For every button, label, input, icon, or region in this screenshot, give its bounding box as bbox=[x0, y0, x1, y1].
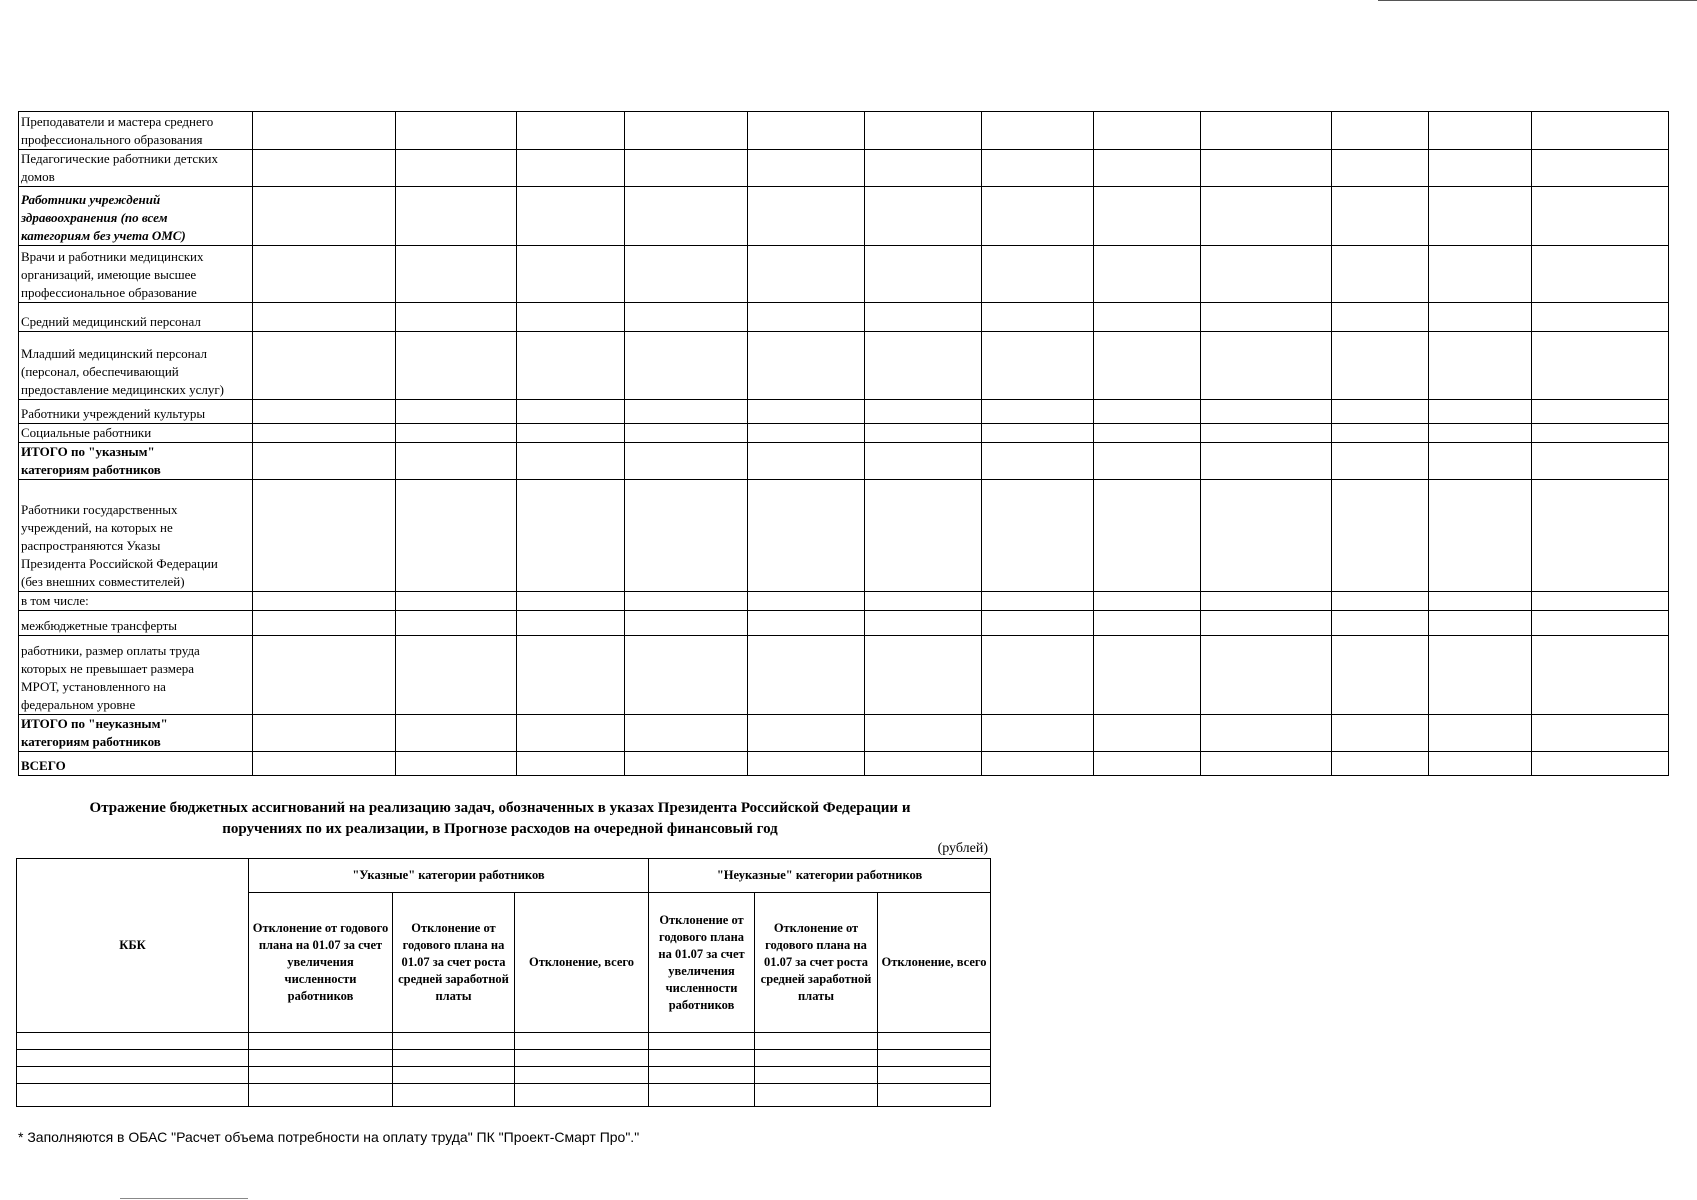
table-cell bbox=[1332, 303, 1429, 332]
table-cell bbox=[253, 636, 395, 715]
table-cell bbox=[625, 187, 748, 246]
table-cell bbox=[1532, 480, 1669, 592]
table-cell bbox=[1201, 400, 1332, 424]
table-cell bbox=[1429, 400, 1532, 424]
table-cell bbox=[1532, 400, 1669, 424]
table-cell bbox=[517, 246, 625, 303]
row-label: ИТОГО по "неуказным" категориям работников bbox=[19, 715, 253, 752]
table-cell bbox=[249, 1084, 393, 1107]
table-cell bbox=[1532, 303, 1669, 332]
table-cell bbox=[625, 611, 748, 636]
table-cell bbox=[1201, 303, 1332, 332]
table-cell bbox=[748, 187, 864, 246]
table-cell bbox=[1201, 112, 1332, 150]
table-cell bbox=[981, 303, 1093, 332]
table-cell bbox=[517, 611, 625, 636]
table-cell bbox=[864, 424, 981, 443]
table-cell bbox=[1094, 611, 1201, 636]
table-cell bbox=[981, 400, 1093, 424]
table-cell bbox=[755, 1050, 878, 1067]
table-row bbox=[19, 611, 1669, 636]
table-cell bbox=[981, 424, 1093, 443]
table-cell bbox=[1429, 332, 1532, 400]
scan-edge-line bbox=[120, 1198, 248, 1199]
table-cell bbox=[649, 1067, 755, 1084]
table-cell bbox=[1094, 332, 1201, 400]
table-cell bbox=[253, 150, 395, 187]
table-cell bbox=[625, 715, 748, 752]
table-cell bbox=[1201, 752, 1332, 776]
table-cell bbox=[1332, 636, 1429, 715]
table-cell bbox=[878, 1033, 991, 1050]
table-cell bbox=[1201, 332, 1332, 400]
table-cell bbox=[253, 112, 395, 150]
table-cell bbox=[981, 112, 1093, 150]
section-heading-line-2: поручениях по их реализации, в Прогнозе расходов на очередной финансовый год bbox=[222, 821, 778, 837]
table-row bbox=[17, 1067, 991, 1084]
table-cell bbox=[1094, 400, 1201, 424]
table-cell bbox=[748, 592, 864, 611]
table-cell bbox=[393, 1084, 515, 1107]
table-cell bbox=[981, 150, 1093, 187]
row-label: Средний медицинский персонал bbox=[19, 303, 253, 332]
table-cell bbox=[517, 480, 625, 592]
table-cell bbox=[1532, 150, 1669, 187]
table-cell bbox=[1429, 611, 1532, 636]
table-cell bbox=[517, 636, 625, 715]
table-cell bbox=[625, 424, 748, 443]
table-cell bbox=[1332, 480, 1429, 592]
table-cell bbox=[1532, 424, 1669, 443]
table-cell bbox=[1532, 715, 1669, 752]
table-cell bbox=[1094, 424, 1201, 443]
table-cell bbox=[1429, 752, 1532, 776]
row-label: Врачи и работники медицинских организаций, имеющие высшее профессиональное образование bbox=[19, 246, 253, 303]
table-cell bbox=[864, 246, 981, 303]
table-cell bbox=[393, 1033, 515, 1050]
table-cell bbox=[1094, 592, 1201, 611]
table-cell bbox=[981, 636, 1093, 715]
kbk-header: КБК bbox=[17, 859, 249, 1033]
table-cell bbox=[748, 303, 864, 332]
table-cell bbox=[755, 1067, 878, 1084]
table-cell bbox=[1429, 112, 1532, 150]
table-cell bbox=[864, 715, 981, 752]
table-cell bbox=[649, 1084, 755, 1107]
table-cell bbox=[253, 332, 395, 400]
table-cell bbox=[395, 246, 516, 303]
table-cell bbox=[253, 752, 395, 776]
table-cell bbox=[249, 1067, 393, 1084]
table-cell bbox=[395, 400, 516, 424]
table-cell bbox=[1332, 611, 1429, 636]
table-cell bbox=[1094, 480, 1201, 592]
table-cell bbox=[395, 303, 516, 332]
table-cell bbox=[748, 150, 864, 187]
row-label: работники, размер оплаты труда которых не превышает размера МРОТ, установленного на федеральном уровне bbox=[19, 636, 253, 715]
table-cell bbox=[981, 187, 1093, 246]
table-cell bbox=[864, 443, 981, 480]
table-cell bbox=[1332, 424, 1429, 443]
table-cell bbox=[625, 443, 748, 480]
table-row bbox=[19, 636, 1669, 715]
table-cell bbox=[1429, 636, 1532, 715]
table-cell bbox=[981, 480, 1093, 592]
table-row bbox=[19, 400, 1669, 424]
row-label: Социальные работники bbox=[19, 424, 253, 443]
table-cell bbox=[17, 1067, 249, 1084]
section-heading-line-1: Отражение бюджетных ассигнований на реализацию задач, обозначенных в указах Президента Российской Федерации и bbox=[89, 800, 911, 816]
table-row bbox=[19, 715, 1669, 752]
table-cell bbox=[748, 611, 864, 636]
table-cell bbox=[249, 1050, 393, 1067]
table-cell bbox=[253, 611, 395, 636]
table-cell bbox=[1429, 480, 1532, 592]
table-cell bbox=[517, 400, 625, 424]
table-cell bbox=[755, 1084, 878, 1107]
table-cell bbox=[1429, 246, 1532, 303]
table-cell bbox=[253, 187, 395, 246]
table-cell bbox=[1094, 187, 1201, 246]
categories-table bbox=[18, 111, 1669, 776]
table-cell bbox=[1429, 424, 1532, 443]
table-cell bbox=[515, 1050, 649, 1067]
table-cell bbox=[1201, 480, 1332, 592]
table-cell bbox=[253, 715, 395, 752]
column-header: Отклонение от годового плана на 01.07 за счет роста средней заработной платы bbox=[755, 893, 878, 1033]
table-row bbox=[19, 332, 1669, 400]
row-label: Преподаватели и мастера среднего профессионального образования bbox=[19, 112, 253, 150]
column-header: Отклонение от годового плана на 01.07 за счет увеличения численности работников bbox=[249, 893, 393, 1033]
table-row bbox=[17, 1050, 991, 1067]
table-cell bbox=[1332, 400, 1429, 424]
table-cell bbox=[748, 443, 864, 480]
table-cell bbox=[1332, 752, 1429, 776]
row-label: Работники учреждений культуры bbox=[19, 400, 253, 424]
table-cell bbox=[1332, 715, 1429, 752]
table-cell bbox=[1094, 443, 1201, 480]
table-cell bbox=[864, 112, 981, 150]
table-row bbox=[19, 424, 1669, 443]
table-cell bbox=[1532, 332, 1669, 400]
table-cell bbox=[395, 592, 516, 611]
table-cell bbox=[253, 592, 395, 611]
table-row bbox=[19, 303, 1669, 332]
table-cell bbox=[253, 424, 395, 443]
table-cell bbox=[253, 443, 395, 480]
table-cell bbox=[1201, 715, 1332, 752]
table-cell bbox=[1332, 443, 1429, 480]
table-cell bbox=[1532, 112, 1669, 150]
column-header: Отклонение, всего bbox=[878, 893, 991, 1033]
table-cell bbox=[1201, 246, 1332, 303]
table-cell bbox=[1094, 303, 1201, 332]
table-cell bbox=[1094, 150, 1201, 187]
table-cell bbox=[253, 246, 395, 303]
scan-edge-line bbox=[1378, 0, 1697, 1]
group-header-ukaznye: "Указные" категории работников bbox=[249, 859, 649, 893]
table-cell bbox=[1332, 332, 1429, 400]
table-cell bbox=[1532, 592, 1669, 611]
table-cell bbox=[515, 1084, 649, 1107]
table-cell bbox=[253, 400, 395, 424]
table-cell bbox=[1532, 246, 1669, 303]
table-cell bbox=[1532, 636, 1669, 715]
table-cell bbox=[1201, 443, 1332, 480]
table-cell bbox=[395, 443, 516, 480]
table-cell bbox=[1332, 112, 1429, 150]
table-cell bbox=[649, 1033, 755, 1050]
table-cell bbox=[517, 112, 625, 150]
table-row bbox=[19, 150, 1669, 187]
row-label: Младший медицинский персонал (персонал, обеспечивающий предоставление медицинских услуг) bbox=[19, 332, 253, 400]
table-row bbox=[19, 752, 1669, 776]
table-cell bbox=[748, 480, 864, 592]
table-cell bbox=[1532, 443, 1669, 480]
table-row bbox=[19, 443, 1669, 480]
column-header: Отклонение от годового плана на 01.07 за счет роста средней заработной платы bbox=[393, 893, 515, 1033]
table-cell bbox=[1201, 611, 1332, 636]
footnote: * Заполняются в ОБАС "Расчет объема потребности на оплату труда" ПК "Проект-Смарт Про"." bbox=[18, 1129, 640, 1145]
table-cell bbox=[748, 400, 864, 424]
table-cell bbox=[981, 752, 1093, 776]
table-cell bbox=[755, 1033, 878, 1050]
table-cell bbox=[517, 715, 625, 752]
table-cell bbox=[748, 246, 864, 303]
table-cell bbox=[517, 424, 625, 443]
row-label: Работники государственных учреждений, на которых не распространяются Указы Президента Российской Федерации (без внешних совместителей) bbox=[19, 480, 253, 592]
table-cell bbox=[1429, 187, 1532, 246]
table-cell bbox=[625, 332, 748, 400]
table-cell bbox=[395, 480, 516, 592]
table-cell bbox=[1201, 150, 1332, 187]
table-cell bbox=[17, 1033, 249, 1050]
table-cell bbox=[253, 303, 395, 332]
table-cell bbox=[864, 611, 981, 636]
table-cell bbox=[1201, 592, 1332, 611]
table-cell bbox=[748, 715, 864, 752]
table-cell bbox=[625, 303, 748, 332]
table-cell bbox=[981, 246, 1093, 303]
table-cell bbox=[878, 1050, 991, 1067]
table-cell bbox=[395, 752, 516, 776]
row-label: ВСЕГО bbox=[19, 752, 253, 776]
table-cell bbox=[748, 424, 864, 443]
column-header: Отклонение от годового плана на 01.07 за счет увеличения численности работников bbox=[649, 893, 755, 1033]
table-cell bbox=[625, 636, 748, 715]
table-cell bbox=[393, 1050, 515, 1067]
table-cell bbox=[395, 150, 516, 187]
table-cell bbox=[395, 636, 516, 715]
table-cell bbox=[625, 150, 748, 187]
table-cell bbox=[1532, 752, 1669, 776]
table-cell bbox=[517, 752, 625, 776]
table-cell bbox=[395, 424, 516, 443]
table-cell bbox=[1332, 592, 1429, 611]
table-cell bbox=[864, 187, 981, 246]
table-cell bbox=[517, 443, 625, 480]
table-cell bbox=[748, 636, 864, 715]
table-cell bbox=[878, 1067, 991, 1084]
table-cell bbox=[1332, 150, 1429, 187]
table-row bbox=[19, 112, 1669, 150]
row-label: ИТОГО по "указным" категориям работников bbox=[19, 443, 253, 480]
table-cell bbox=[1094, 246, 1201, 303]
table-cell bbox=[1201, 636, 1332, 715]
table-cell bbox=[17, 1084, 249, 1107]
table-cell bbox=[1429, 303, 1532, 332]
row-label: в том числе: bbox=[19, 592, 253, 611]
budget-allocations-table bbox=[16, 858, 991, 1107]
table-cell bbox=[1429, 715, 1532, 752]
table-cell bbox=[981, 611, 1093, 636]
table-cell bbox=[249, 1033, 393, 1050]
unit-label: (рублей) bbox=[937, 841, 988, 856]
table-cell bbox=[864, 303, 981, 332]
table-cell bbox=[748, 752, 864, 776]
table-cell bbox=[748, 332, 864, 400]
table-cell bbox=[864, 400, 981, 424]
table-cell bbox=[395, 112, 516, 150]
table-cell bbox=[1429, 150, 1532, 187]
table-cell bbox=[1332, 246, 1429, 303]
table-cell bbox=[17, 1050, 249, 1067]
table-cell bbox=[1429, 443, 1532, 480]
column-header: Отклонение, всего bbox=[515, 893, 649, 1033]
table-cell bbox=[395, 715, 516, 752]
table-cell bbox=[981, 443, 1093, 480]
table-cell bbox=[517, 187, 625, 246]
table-cell bbox=[864, 592, 981, 611]
table-cell bbox=[864, 332, 981, 400]
table-cell bbox=[625, 480, 748, 592]
table-row bbox=[17, 1033, 991, 1050]
table-cell bbox=[625, 592, 748, 611]
table-cell bbox=[517, 332, 625, 400]
table-cell bbox=[517, 592, 625, 611]
table-cell bbox=[649, 1050, 755, 1067]
table-cell bbox=[864, 752, 981, 776]
table-cell bbox=[515, 1067, 649, 1084]
table-row bbox=[19, 246, 1669, 303]
table-cell bbox=[1094, 715, 1201, 752]
table-row bbox=[17, 1084, 991, 1107]
row-label: Педагогические работники детских домов bbox=[19, 150, 253, 187]
table-cell bbox=[1094, 636, 1201, 715]
table-cell bbox=[864, 636, 981, 715]
table-cell bbox=[864, 480, 981, 592]
table-cell bbox=[515, 1033, 649, 1050]
table-cell bbox=[1094, 752, 1201, 776]
table-row bbox=[19, 592, 1669, 611]
group-header-neukaznye: "Неуказные" категории работников bbox=[649, 859, 991, 893]
row-label: межбюджетные трансферты bbox=[19, 611, 253, 636]
table-cell bbox=[1532, 187, 1669, 246]
table-cell bbox=[1201, 187, 1332, 246]
table-cell bbox=[748, 112, 864, 150]
table-cell bbox=[517, 303, 625, 332]
table-cell bbox=[1201, 424, 1332, 443]
table-cell bbox=[1094, 112, 1201, 150]
table-row bbox=[19, 480, 1669, 592]
section-heading bbox=[18, 798, 982, 840]
table-row bbox=[19, 187, 1669, 246]
table-cell bbox=[981, 592, 1093, 611]
table-cell bbox=[625, 246, 748, 303]
table-cell bbox=[625, 752, 748, 776]
row-label: Работники учреждений здравоохранения (по всем категориям без учета ОМС) bbox=[19, 187, 253, 246]
table-cell bbox=[395, 187, 516, 246]
table-cell bbox=[981, 332, 1093, 400]
table-cell bbox=[981, 715, 1093, 752]
table-cell bbox=[1532, 611, 1669, 636]
table-cell bbox=[864, 150, 981, 187]
table-cell bbox=[1332, 187, 1429, 246]
table-cell bbox=[253, 480, 395, 592]
table-cell bbox=[395, 611, 516, 636]
table-cell bbox=[393, 1067, 515, 1084]
table-cell bbox=[395, 332, 516, 400]
table-cell bbox=[1429, 592, 1532, 611]
table-cell bbox=[878, 1084, 991, 1107]
table-cell bbox=[625, 400, 748, 424]
table-cell bbox=[625, 112, 748, 150]
table-cell bbox=[517, 150, 625, 187]
